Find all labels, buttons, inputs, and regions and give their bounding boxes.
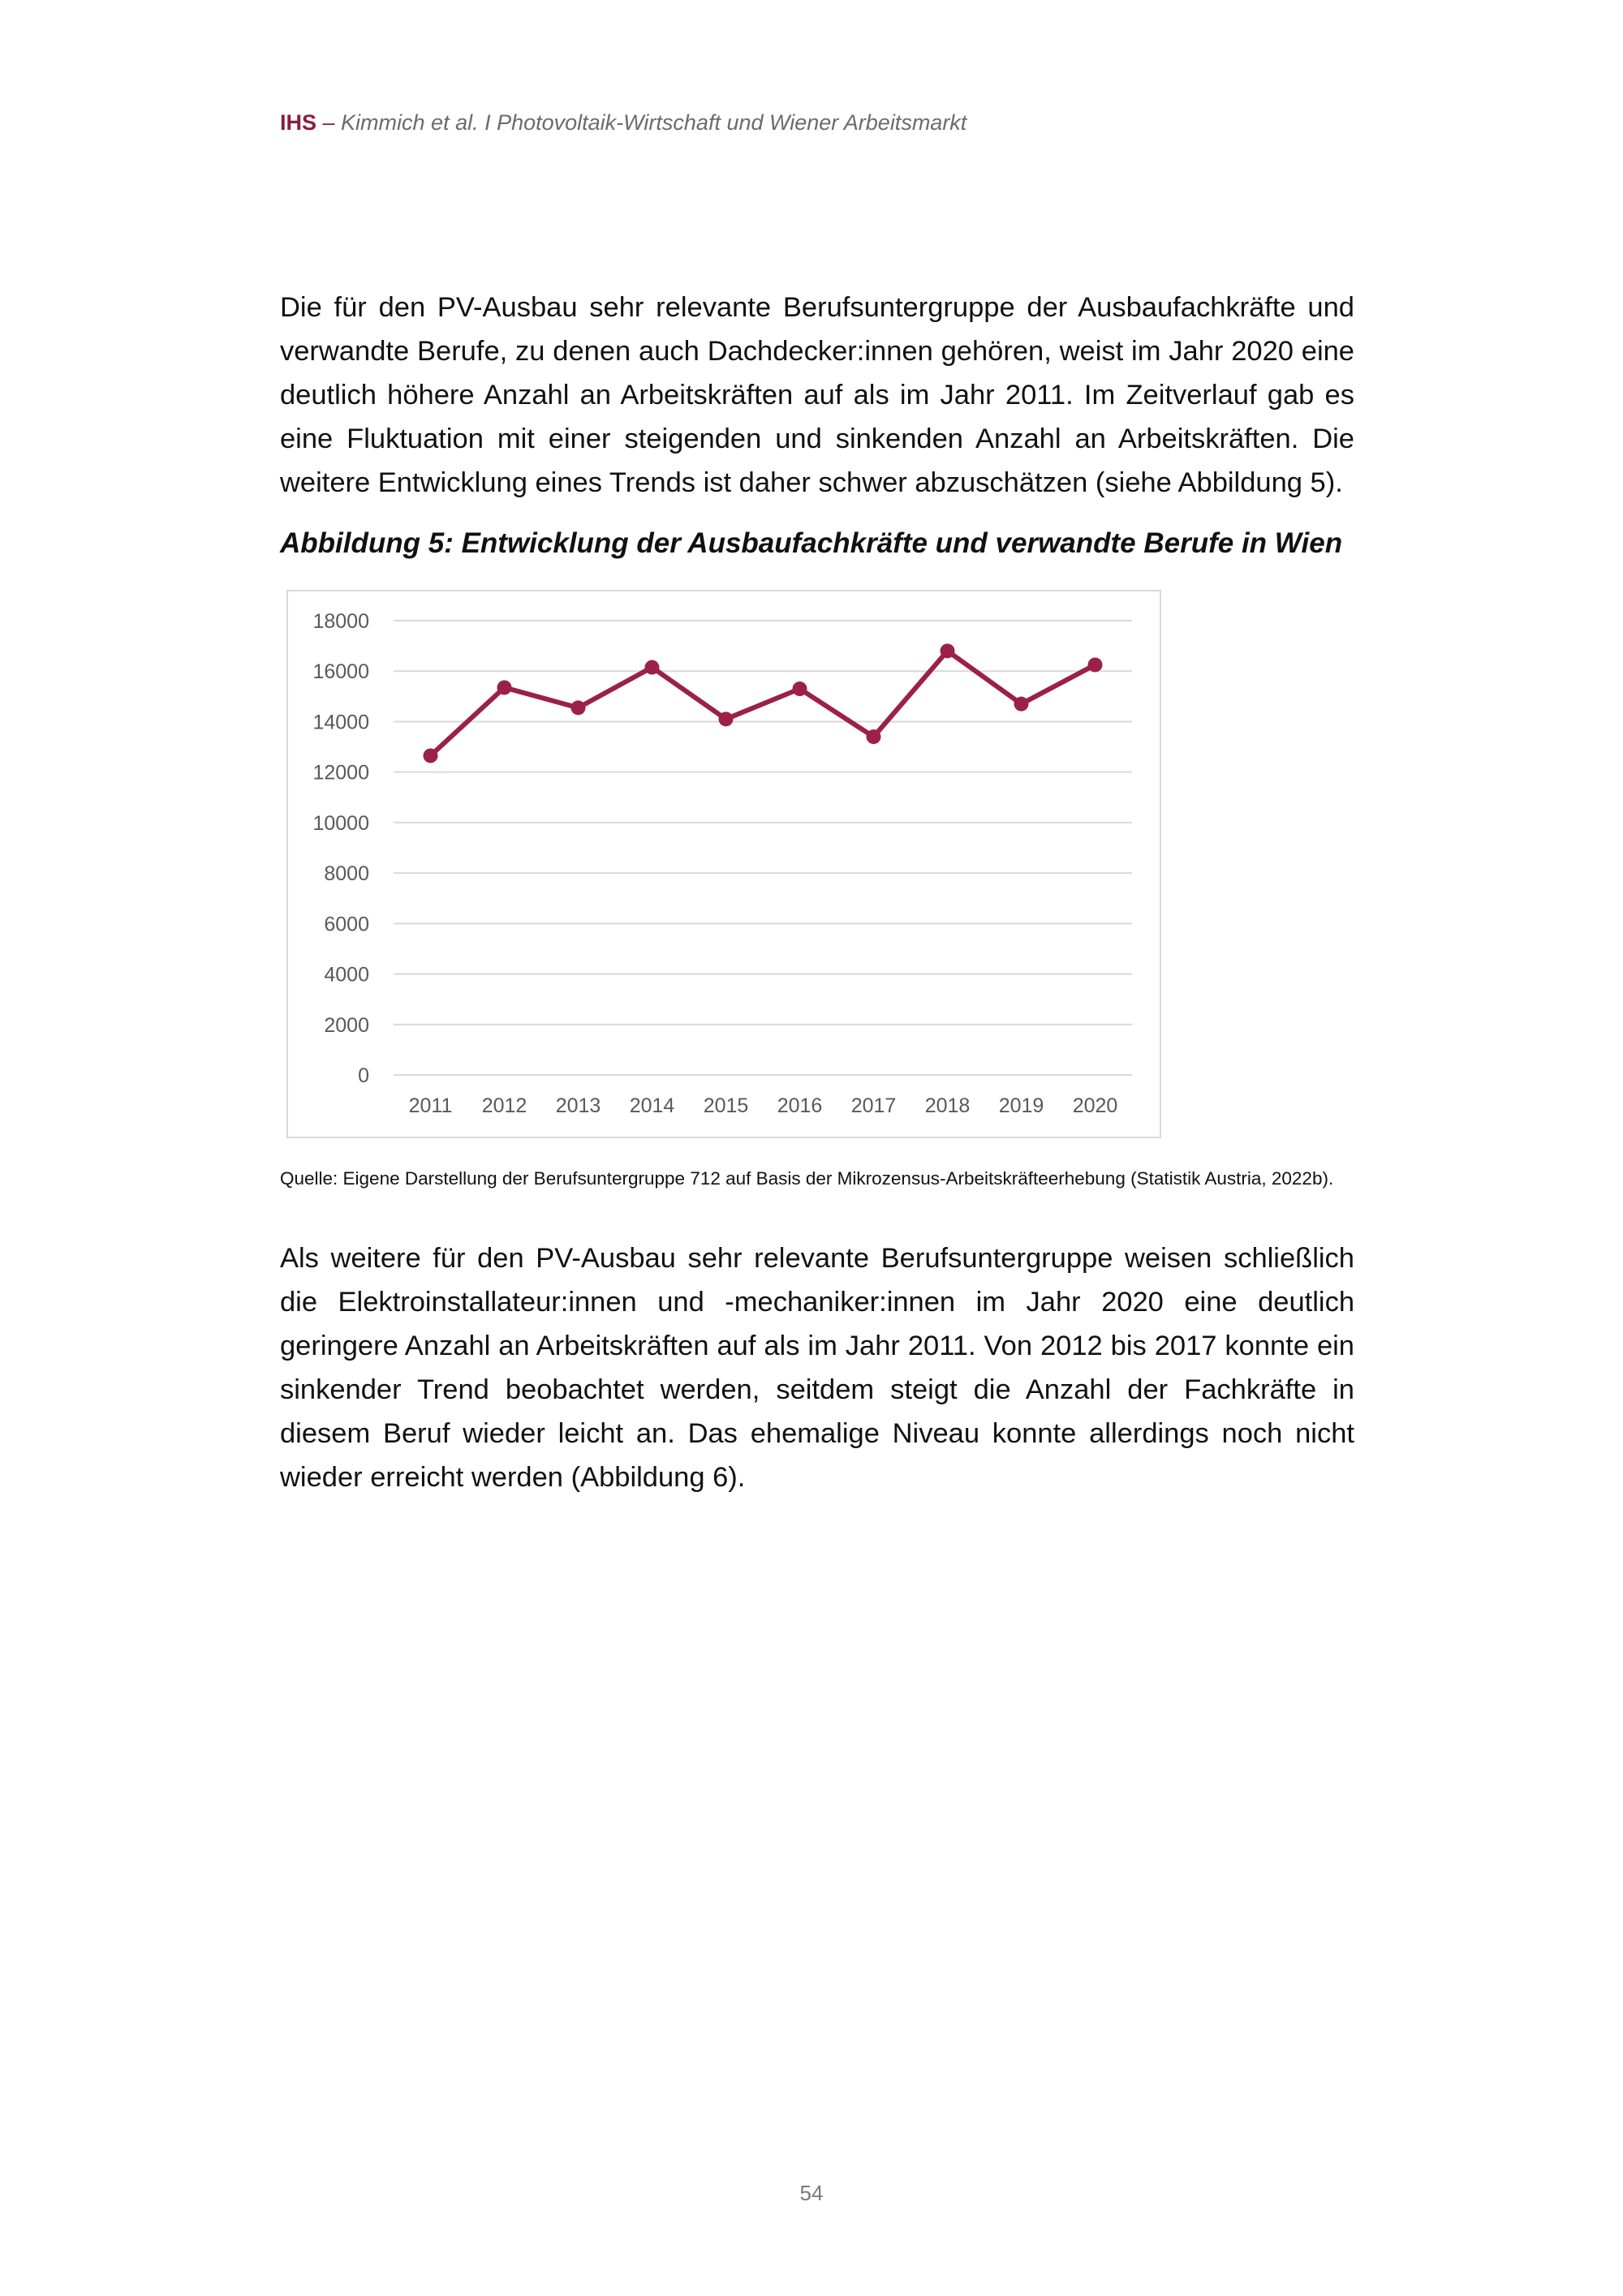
data-point	[793, 681, 807, 696]
source-note: Quelle: Eigene Darstellung der Berufsuntergruppe 712 auf Basis der Mikrozensus-Arbeitskräfteerhebung (Statistik Austria, 2022b).	[280, 1168, 1334, 1189]
header-separator: –	[316, 110, 342, 135]
page-number: 54	[799, 2181, 824, 2205]
x-tick-label: 2013	[555, 1094, 601, 1117]
y-tick-label: 18000	[312, 610, 369, 633]
y-tick-label: 10000	[312, 811, 369, 835]
x-tick-label: 2018	[924, 1094, 971, 1117]
y-tick-label: 4000	[324, 963, 369, 987]
x-tick-label: 2011	[408, 1094, 453, 1117]
x-tick-label: 2016	[777, 1094, 823, 1117]
figure-caption: Abbildung 5: Entwicklung der Ausbaufachkräfte und verwandte Berufe in Wien	[280, 527, 1343, 559]
y-tick-label: 0	[358, 1064, 369, 1087]
y-tick-label: 16000	[312, 660, 369, 684]
x-tick-label: 2019	[998, 1094, 1044, 1117]
x-tick-label: 2017	[850, 1094, 897, 1117]
x-tick-label: 2015	[703, 1094, 749, 1117]
x-tick-label: 2020	[1072, 1094, 1118, 1117]
data-point	[497, 680, 512, 694]
data-point	[867, 729, 881, 744]
body-paragraph-1: Die für den PV-Ausbau sehr relevante Berufsuntergruppe der Ausbaufachkräfte und verwandte Berufe, zu denen auch Dachdecker:innen gehören, weist im Jahr 2020 eine deutlich höhere Anzahl an Arbeitskräften auf als im Jahr 2011. Im Zeitverlauf gab es eine Fluktuation mit einer steigenden und sinkenden Anzahl an Arbeitskräften. Die weitere Entwicklung eines Trends ist daher schwer abzuschätzen (siehe Abbildung 5).	[280, 292, 1354, 498]
y-tick-label: 2000	[324, 1013, 369, 1037]
series-line	[431, 651, 1096, 755]
header-subtitle: Kimmich et al. I Photovoltaik-Wirtschaft und Wiener Arbeitsmarkt	[341, 110, 967, 135]
data-point	[645, 660, 660, 675]
header-brand: IHS	[280, 110, 317, 135]
data-point	[571, 700, 586, 715]
data-point	[1088, 657, 1103, 672]
data-point	[719, 712, 734, 726]
x-tick-label: 2014	[629, 1094, 675, 1117]
body-paragraph-2: Als weitere für den PV-Ausbau sehr relevante Berufsuntergruppe weisen schließlich die Elektroinstallateur:innen und -mechaniker:innen im Jahr 2020 eine deutlich geringere Anzahl an Arbeitskräften auf als im Jahr 2011. Von 2012 bis 2017 konnte ein sinkender Trend beobachtet werden, seitdem steigt die Anzahl der Fachkräfte in diesem Beruf wieder leicht an. Das ehemalige Niveau konnte allerdings noch nicht wieder erreicht werden (Abbildung 6).	[280, 1243, 1354, 1493]
x-tick-label: 2012	[481, 1094, 527, 1117]
data-point	[941, 643, 955, 658]
chart-container	[286, 590, 1161, 1138]
y-tick-label: 8000	[324, 862, 369, 886]
running-header	[280, 110, 966, 135]
y-tick-label: 14000	[312, 711, 369, 734]
y-tick-label: 12000	[312, 761, 369, 785]
line-chart	[288, 591, 1160, 1137]
y-tick-label: 6000	[324, 913, 369, 936]
data-point	[1014, 697, 1029, 712]
data-point	[424, 748, 438, 763]
